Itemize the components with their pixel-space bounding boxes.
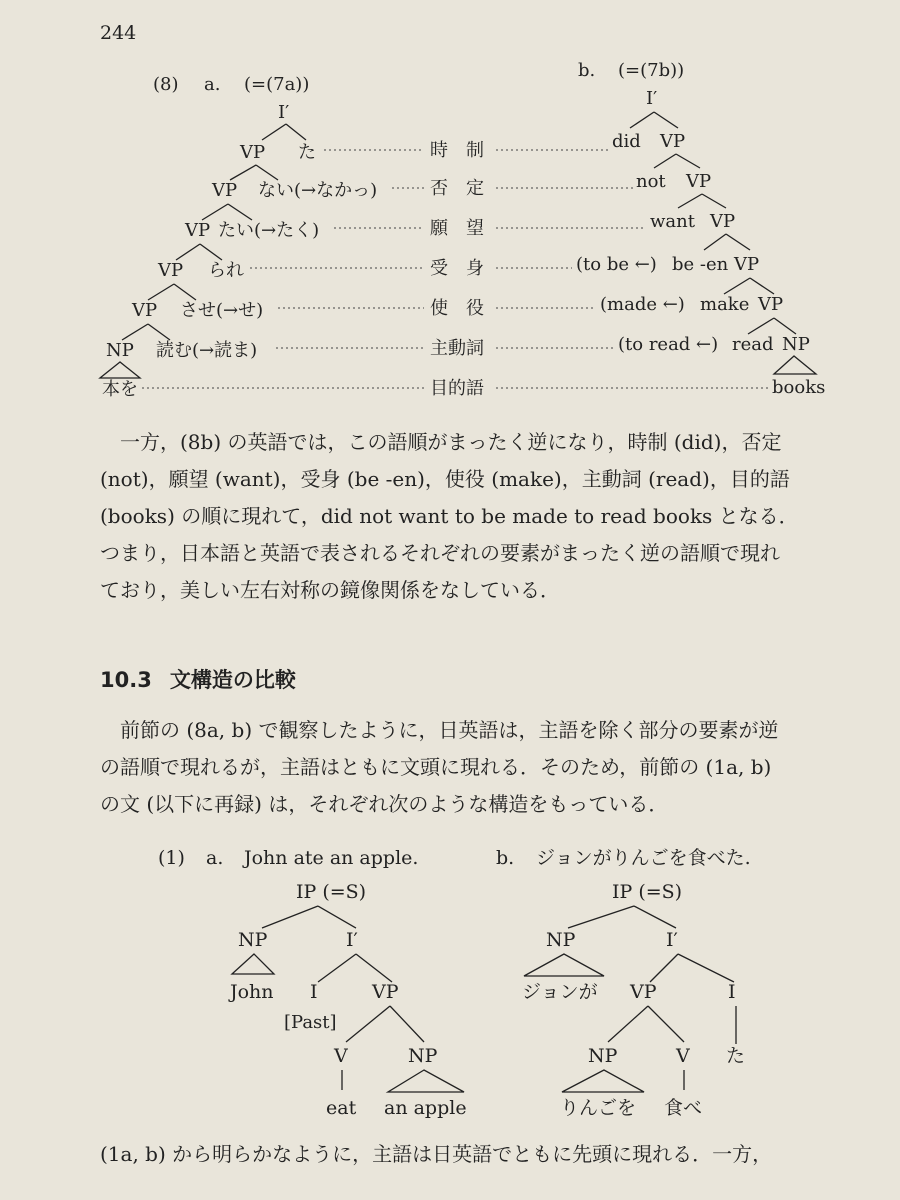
tree-8b-head: be -en	[672, 254, 729, 275]
tree-8a-node: VP	[212, 180, 238, 201]
text-line: (not)，願望 (want)，受身 (be -en)，使役 (make)，主動詞 (read)，目的語	[100, 467, 790, 491]
tree-1b-vp: VP	[630, 981, 657, 1003]
tree-8a-morph: られ	[208, 260, 244, 281]
tree-1a-np: NP	[238, 929, 268, 951]
tree-1a-object: an apple	[384, 1097, 467, 1119]
tree-8a	[100, 102, 424, 400]
tree-8a-leaf: 本を	[102, 379, 138, 400]
text-line: 前節の (8a, b) で観察したように，日英語は，主語を除く部分の要素が逆	[120, 718, 779, 742]
tree-1a-vp: VP	[372, 981, 399, 1003]
tree-1b-v: V	[676, 1045, 690, 1067]
text-line: (books) の順に現れて，did not want to be made to read books となる．	[100, 504, 799, 528]
tree-8a-morph: た	[298, 142, 316, 163]
tree-8a-node: NP	[106, 340, 134, 361]
section-heading	[100, 664, 296, 694]
tree-8b-node: VP	[734, 254, 760, 275]
tree-1b-ip: IP (=S)	[612, 881, 683, 903]
tree-1b-subject: ジョンが	[522, 981, 598, 1003]
tree-8b-head: read	[732, 334, 774, 355]
example-1-label: (1)	[158, 847, 185, 869]
tree-8b-pre: (to read ←)	[618, 334, 719, 355]
example-8a-ref: (=(7a))	[244, 74, 310, 95]
tree-8a-node: VP	[185, 220, 211, 241]
tree-8b-head: did	[612, 131, 641, 152]
tree-1b	[522, 881, 745, 1119]
tree-1b-tense: た	[726, 1045, 746, 1067]
tree-8b-head: not	[636, 171, 666, 192]
tree-1a-obj-np: NP	[408, 1045, 438, 1067]
example-8b-label: b.	[578, 60, 596, 81]
tree-1b-verb: 食べ	[664, 1097, 703, 1119]
tree-1a-subject: John	[230, 981, 274, 1003]
tree-1a-v: V	[334, 1045, 348, 1067]
tree-8b-node: VP	[758, 294, 784, 315]
category-label: 否 定	[430, 178, 484, 199]
paragraph-2	[100, 712, 840, 823]
tree-1b-np: NP	[546, 929, 576, 951]
tree-1a-ip: IP (=S)	[296, 881, 367, 903]
text-line: つまり，日本語と英語で表されるそれぞれの要素がまったく逆の語順で現れ	[100, 541, 780, 565]
tree-1b-object: りんごを	[560, 1097, 637, 1119]
tree-8a-node: VP	[158, 260, 184, 281]
example-8a-label: a.	[204, 74, 221, 95]
section-title: 文構造の比較	[169, 668, 296, 692]
tree-8b-pre: (made ←)	[600, 294, 685, 315]
category-label: 時 制	[430, 140, 484, 161]
tree-8a-morph: ない(→なかっ)	[258, 180, 378, 201]
example-1a-label: a.	[206, 847, 224, 869]
tree-8b-head: make	[700, 294, 750, 315]
tree-8b-root: I′	[646, 88, 658, 109]
tree-8a-morph: させ(→せ)	[180, 300, 264, 321]
category-label: 目的語	[430, 378, 484, 399]
tree-8b-leaf: books	[772, 377, 826, 398]
example-8-label: (8)	[153, 74, 179, 95]
tree-1b-i: I	[728, 981, 736, 1003]
section-number: 10.3	[100, 668, 152, 692]
tree-8b-pre: (to be ←)	[576, 254, 657, 275]
tree-1b-obj-np: NP	[588, 1045, 618, 1067]
tree-8a-morph: 読む(→読ま)	[156, 340, 258, 361]
tree-8b-node: VP	[710, 211, 736, 232]
tree-8b-node: VP	[686, 171, 712, 192]
tree-8a-morph: たい(→たく)	[218, 220, 320, 241]
tree-8a-node: VP	[132, 300, 158, 321]
tree-8b-node: NP	[782, 334, 810, 355]
tree-1a-verb: eat	[326, 1097, 357, 1119]
paragraph-3	[100, 1136, 840, 1173]
text-line: (1a, b) から明らかなように，主語は日英語でともに先頭に現れる．一方，	[100, 1142, 773, 1166]
paragraph-1	[100, 424, 840, 609]
tree-8a-root: I′	[278, 102, 290, 123]
example-1b-sentence: ジョンがりんごを食べた.	[536, 847, 751, 869]
tree-8b-head: want	[650, 211, 695, 232]
example-1b-label: b.	[496, 847, 515, 869]
tree-1a-past: [Past]	[284, 1012, 337, 1033]
text-line: 一方，(8b) の英語では，この語順がまったく逆になり，時制 (did)，否定	[120, 430, 782, 454]
text-line: の語順で現れるが，主語はともに文頭に現れる．そのため，前節の (1a, b)	[100, 755, 772, 779]
tree-1a-i: I	[310, 981, 318, 1003]
example-1a-sentence: John ate an apple.	[244, 847, 419, 869]
tree-1a	[228, 881, 467, 1119]
category-label: 使 役	[430, 298, 484, 319]
tree-8a-node: VP	[240, 142, 266, 163]
tree-1a-ibar: I′	[346, 929, 358, 951]
tree-8b-node: VP	[660, 131, 686, 152]
text-line: ており，美しい左右対称の鏡像関係をなしている．	[100, 578, 560, 602]
tree-1b-ibar: I′	[666, 929, 678, 951]
page-number: 244	[100, 22, 137, 44]
category-labels	[430, 140, 484, 399]
example-8b-ref: (=(7b))	[618, 60, 685, 81]
category-label: 主動詞	[430, 338, 484, 359]
tree-8b	[496, 88, 825, 398]
category-label: 願 望	[430, 218, 484, 239]
category-label: 受 身	[430, 258, 484, 279]
text-line: の文 (以下に再録) は，それぞれ次のような構造をもっている．	[100, 792, 669, 816]
